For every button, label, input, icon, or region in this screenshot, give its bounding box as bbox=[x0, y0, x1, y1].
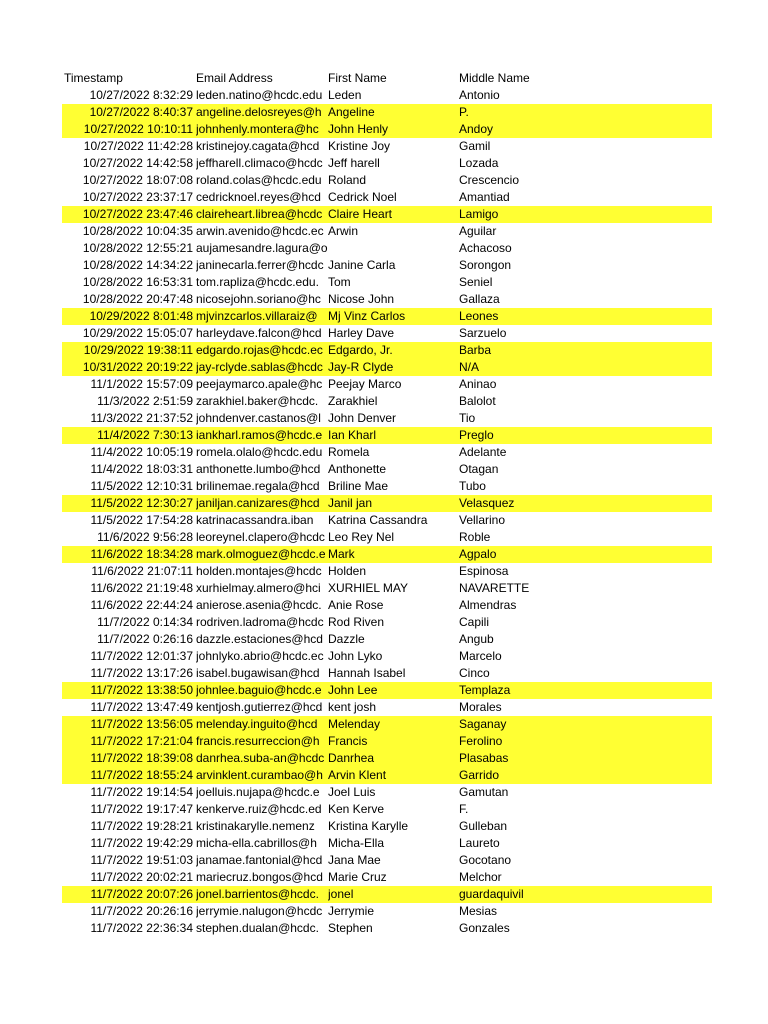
cell-email: leoreynel.clapero@hcdc bbox=[196, 530, 325, 544]
cell-timestamp: 10/27/2022 23:47:46 bbox=[82, 207, 193, 221]
cell-middle-name: Gamutan bbox=[459, 785, 509, 799]
cell-first-name: Nicose John bbox=[328, 292, 395, 306]
cell-first-name: Mj Vinz Carlos bbox=[328, 309, 406, 323]
cell-timestamp: 11/6/2022 21:19:48 bbox=[90, 581, 193, 595]
cell-email: kentjosh.gutierrez@hcd bbox=[196, 700, 323, 714]
table-row bbox=[62, 886, 712, 903]
cell-timestamp: 10/27/2022 23:37:17 bbox=[82, 190, 193, 204]
cell-email: tom.rapliza@hcdc.edu. bbox=[196, 275, 319, 289]
cell-email: kenkerve.ruiz@hcdc.ed bbox=[196, 802, 322, 816]
cell-first-name: Tom bbox=[328, 275, 351, 289]
cell-first-name: John Lyko bbox=[328, 649, 383, 663]
table-row bbox=[62, 801, 712, 818]
cell-middle-name: Tio bbox=[459, 411, 476, 425]
cell-first-name: Ken Kerve bbox=[328, 802, 385, 816]
table-row bbox=[62, 325, 712, 342]
cell-middle-name: Morales bbox=[459, 700, 502, 714]
cell-email: arwin.avenido@hcdc.ec bbox=[196, 224, 324, 238]
cell-timestamp: 11/6/2022 22:44:24 bbox=[90, 598, 193, 612]
cell-first-name: Rod Riven bbox=[328, 615, 385, 629]
cell-timestamp: 11/5/2022 12:10:31 bbox=[90, 479, 193, 493]
cell-middle-name: Gonzales bbox=[459, 921, 510, 935]
cell-first-name: Leo Rey Nel bbox=[328, 530, 395, 544]
cell-middle-name: Cinco bbox=[459, 666, 490, 680]
cell-timestamp: 10/28/2022 16:53:31 bbox=[82, 275, 193, 289]
cell-email: jay-rclyde.sablas@hcdc bbox=[196, 360, 323, 374]
cell-middle-name: P. bbox=[459, 105, 469, 119]
cell-timestamp: 11/7/2022 20:26:16 bbox=[90, 904, 193, 918]
cell-timestamp: 10/29/2022 15:05:07 bbox=[82, 326, 193, 340]
cell-middle-name: NAVARETTE bbox=[459, 581, 530, 595]
cell-first-name: kent josh bbox=[328, 700, 377, 714]
cell-email: anierose.asenia@hcdc. bbox=[196, 598, 322, 612]
cell-first-name: John Henly bbox=[328, 122, 389, 136]
cell-email: joelluis.nujapa@hcdc.e bbox=[196, 785, 320, 799]
cell-timestamp: 11/7/2022 19:42:29 bbox=[90, 836, 193, 850]
cell-middle-name: Aninao bbox=[459, 377, 497, 391]
cell-first-name: Anthonette bbox=[328, 462, 387, 476]
cell-timestamp: 10/29/2022 8:01:48 bbox=[89, 309, 193, 323]
table-row bbox=[62, 546, 712, 563]
cell-timestamp: 10/28/2022 14:34:22 bbox=[82, 258, 193, 272]
spreadsheet bbox=[62, 70, 712, 937]
cell-middle-name: Seniel bbox=[459, 275, 493, 289]
cell-middle-name: Aguilar bbox=[459, 224, 497, 238]
table-row bbox=[62, 512, 712, 529]
cell-first-name: Roland bbox=[328, 173, 367, 187]
cell-timestamp: 10/27/2022 8:40:37 bbox=[89, 105, 193, 119]
cell-email: danrhea.suba-an@hcdc bbox=[196, 751, 325, 765]
cell-middle-name: Crescencio bbox=[459, 173, 520, 187]
cell-email: mjvinzcarlos.villaraiz@ bbox=[196, 309, 318, 323]
cell-email: micha-ella.cabrillos@h bbox=[196, 836, 317, 850]
table-row bbox=[62, 444, 712, 461]
cell-timestamp: 11/7/2022 19:51:03 bbox=[90, 853, 193, 867]
cell-email: mariecruz.bongos@hcd bbox=[196, 870, 323, 884]
cell-email: kristinakarylle.nemenz bbox=[196, 819, 315, 833]
table-row bbox=[62, 614, 712, 631]
cell-timestamp: 11/7/2022 13:47:49 bbox=[90, 700, 193, 714]
cell-timestamp: 10/29/2022 19:38:11 bbox=[83, 343, 193, 357]
table-row bbox=[62, 920, 712, 937]
cell-middle-name: Espinosa bbox=[459, 564, 509, 578]
cell-middle-name: guardaquivil bbox=[459, 887, 524, 901]
cell-timestamp: 11/3/2022 21:37:52 bbox=[90, 411, 193, 425]
table-row bbox=[62, 784, 712, 801]
cell-first-name: John Lee bbox=[328, 683, 378, 697]
cell-timestamp: 10/27/2022 10:10:11 bbox=[83, 122, 193, 136]
cell-email: angeline.delosreyes@h bbox=[196, 105, 322, 119]
cell-first-name: Kristina Karylle bbox=[328, 819, 409, 833]
table-row bbox=[62, 308, 712, 325]
table-row bbox=[62, 240, 712, 257]
cell-middle-name: Antonio bbox=[459, 88, 500, 102]
table-row bbox=[62, 342, 712, 359]
cell-first-name: Claire Heart bbox=[328, 207, 393, 221]
cell-first-name: Romela bbox=[328, 445, 370, 459]
cell-email: dazzle.estaciones@hcd bbox=[196, 632, 323, 646]
table-row bbox=[62, 665, 712, 682]
cell-email: johndenver.castanos@l bbox=[196, 411, 321, 425]
cell-email: johnlee.baguio@hcdc.e bbox=[196, 683, 322, 697]
table-row bbox=[62, 529, 712, 546]
cell-middle-name: Lozada bbox=[459, 156, 499, 170]
cell-middle-name: Amantiad bbox=[459, 190, 510, 204]
cell-email: claireheart.librea@hcdc bbox=[196, 207, 323, 221]
cell-first-name: Dazzle bbox=[328, 632, 365, 646]
table-row bbox=[62, 155, 712, 172]
cell-email: harleydave.falcon@hcd bbox=[196, 326, 322, 340]
cell-first-name: John Denver bbox=[328, 411, 397, 425]
cell-email: arvinklent.curambao@h bbox=[196, 768, 323, 782]
cell-email: melenday.inguito@hcd bbox=[196, 717, 318, 731]
cell-first-name: Mark bbox=[328, 547, 355, 561]
cell-timestamp: 11/6/2022 9:56:28 bbox=[97, 530, 193, 544]
table-row bbox=[62, 172, 712, 189]
cell-timestamp: 11/7/2022 0:14:34 bbox=[97, 615, 193, 629]
cell-middle-name: Angub bbox=[459, 632, 494, 646]
cell-email: brilinemae.regala@hcd bbox=[196, 479, 320, 493]
cell-first-name: Anie Rose bbox=[328, 598, 384, 612]
cell-first-name: jonel bbox=[328, 887, 354, 901]
table-row bbox=[62, 410, 712, 427]
cell-middle-name: Almendras bbox=[459, 598, 517, 612]
cell-middle-name: F. bbox=[459, 802, 469, 816]
cell-timestamp: 11/4/2022 7:30:13 bbox=[97, 428, 193, 442]
cell-middle-name: Velasquez bbox=[459, 496, 515, 510]
cell-middle-name: Achacoso bbox=[459, 241, 512, 255]
table-row bbox=[62, 291, 712, 308]
cell-timestamp: 11/4/2022 18:03:31 bbox=[90, 462, 193, 476]
table-row bbox=[62, 580, 712, 597]
cell-middle-name: Andoy bbox=[459, 122, 494, 136]
table-row bbox=[62, 257, 712, 274]
cell-timestamp: 11/7/2022 22:36:34 bbox=[90, 921, 193, 935]
cell-middle-name: Laureto bbox=[459, 836, 500, 850]
cell-first-name: Zarakhiel bbox=[328, 394, 378, 408]
table-row bbox=[62, 648, 712, 665]
cell-middle-name: Capili bbox=[459, 615, 490, 629]
table-row bbox=[62, 223, 712, 240]
cell-timestamp: 11/7/2022 19:17:47 bbox=[90, 802, 193, 816]
cell-email: isabel.bugawisan@hcd bbox=[196, 666, 320, 680]
cell-email: zarakhiel.baker@hcdc. bbox=[196, 394, 319, 408]
cell-first-name: Micha-Ella bbox=[328, 836, 385, 850]
cell-middle-name: Agpalo bbox=[459, 547, 497, 561]
table-row bbox=[62, 597, 712, 614]
table-row bbox=[62, 495, 712, 512]
header-timestamp: Timestamp bbox=[64, 71, 123, 85]
cell-email: anthonette.lumbo@hcd bbox=[196, 462, 321, 476]
cell-timestamp: 10/27/2022 14:42:58 bbox=[82, 156, 193, 170]
cell-timestamp: 11/7/2022 13:56:05 bbox=[90, 717, 193, 731]
table-row bbox=[62, 767, 712, 784]
cell-timestamp: 11/7/2022 19:14:54 bbox=[90, 785, 193, 799]
table-row bbox=[62, 903, 712, 920]
cell-timestamp: 11/7/2022 18:39:08 bbox=[90, 751, 193, 765]
table-row bbox=[62, 274, 712, 291]
cell-middle-name: Adelante bbox=[459, 445, 507, 459]
cell-first-name: Edgardo, Jr. bbox=[328, 343, 393, 357]
cell-timestamp: 10/28/2022 20:47:48 bbox=[82, 292, 193, 306]
cell-middle-name: Otagan bbox=[459, 462, 499, 476]
table-row bbox=[62, 869, 712, 886]
cell-email: katrinacassandra.iban bbox=[196, 513, 314, 527]
table-row bbox=[62, 87, 712, 104]
cell-timestamp: 11/7/2022 13:38:50 bbox=[90, 683, 193, 697]
cell-first-name: Leden bbox=[328, 88, 362, 102]
cell-first-name: Hannah Isabel bbox=[328, 666, 406, 680]
cell-first-name: Peejay Marco bbox=[328, 377, 402, 391]
cell-timestamp: 11/6/2022 18:34:28 bbox=[90, 547, 193, 561]
cell-timestamp: 11/7/2022 0:26:16 bbox=[97, 632, 193, 646]
cell-first-name: Janil jan bbox=[328, 496, 373, 510]
cell-first-name: XURHIEL MAY bbox=[328, 581, 409, 595]
cell-email: mark.olmoguez@hcdc.e bbox=[196, 547, 326, 561]
cell-middle-name: Vellarino bbox=[459, 513, 506, 527]
header-middle-name: Middle Name bbox=[459, 71, 530, 85]
cell-timestamp: 11/5/2022 12:30:27 bbox=[90, 496, 193, 510]
cell-email: francis.resurreccion@h bbox=[196, 734, 320, 748]
cell-email: rodriven.ladroma@hcdc bbox=[196, 615, 324, 629]
cell-middle-name: Templaza bbox=[459, 683, 511, 697]
table-row bbox=[62, 376, 712, 393]
cell-timestamp: 11/6/2022 21:07:11 bbox=[91, 564, 193, 578]
cell-timestamp: 11/7/2022 20:02:21 bbox=[90, 870, 193, 884]
cell-first-name: Katrina Cassandra bbox=[328, 513, 428, 527]
cell-timestamp: 10/27/2022 11:42:28 bbox=[83, 139, 193, 153]
cell-timestamp: 11/7/2022 17:21:04 bbox=[90, 734, 193, 748]
table-row bbox=[62, 393, 712, 410]
cell-first-name: Harley Dave bbox=[328, 326, 395, 340]
cell-timestamp: 11/7/2022 12:01:37 bbox=[90, 649, 193, 663]
cell-timestamp: 10/27/2022 18:07:08 bbox=[82, 173, 193, 187]
cell-timestamp: 11/7/2022 18:55:24 bbox=[90, 768, 193, 782]
cell-email: johnhenly.montera@hc bbox=[196, 122, 319, 136]
table-row bbox=[62, 359, 712, 376]
cell-middle-name: Tubo bbox=[459, 479, 486, 493]
table-row bbox=[62, 206, 712, 223]
cell-middle-name: Melchor bbox=[459, 870, 502, 884]
header-email: Email Address bbox=[196, 71, 273, 85]
cell-email: xurhielmay.almero@hci bbox=[196, 581, 321, 595]
cell-first-name: Arvin Klent bbox=[328, 768, 387, 782]
cell-email: romela.olalo@hcdc.edu bbox=[196, 445, 323, 459]
cell-email: aujamesandre.lagura@o bbox=[196, 241, 328, 255]
cell-email: leden.natino@hcdc.edu bbox=[196, 88, 323, 102]
cell-first-name: Angeline bbox=[328, 105, 375, 119]
cell-first-name: Ian Kharl bbox=[328, 428, 377, 442]
cell-first-name: Danrhea bbox=[328, 751, 375, 765]
cell-middle-name: Gulleban bbox=[459, 819, 508, 833]
cell-timestamp: 11/5/2022 17:54:28 bbox=[90, 513, 193, 527]
table-row bbox=[62, 427, 712, 444]
cell-email: peejaymarco.apale@hc bbox=[196, 377, 323, 391]
cell-first-name: Holden bbox=[328, 564, 367, 578]
table-row bbox=[62, 563, 712, 580]
cell-timestamp: 11/7/2022 13:17:26 bbox=[90, 666, 193, 680]
table-row bbox=[62, 835, 712, 852]
table-row bbox=[62, 138, 712, 155]
table-row bbox=[62, 852, 712, 869]
cell-first-name: Jeff harell bbox=[328, 156, 380, 170]
cell-timestamp: 11/1/2022 15:57:09 bbox=[90, 377, 193, 391]
cell-middle-name: Ferolino bbox=[459, 734, 503, 748]
cell-middle-name: Garrido bbox=[459, 768, 500, 782]
cell-timestamp: 11/7/2022 20:07:26 bbox=[90, 887, 193, 901]
cell-first-name: Melenday bbox=[328, 717, 381, 731]
cell-first-name: Joel Luis bbox=[328, 785, 376, 799]
cell-first-name: Arwin bbox=[328, 224, 359, 238]
cell-first-name: Briline Mae bbox=[328, 479, 389, 493]
cell-first-name: Cedrick Noel bbox=[328, 190, 397, 204]
cell-email: stephen.dualan@hcdc. bbox=[196, 921, 319, 935]
cell-email: iankharl.ramos@hcdc.e bbox=[196, 428, 323, 442]
header-first-name: First Name bbox=[328, 71, 387, 85]
cell-email: jeffharell.climaco@hcdc bbox=[196, 156, 323, 170]
cell-first-name: Jana Mae bbox=[328, 853, 381, 867]
cell-middle-name: Leones bbox=[459, 309, 499, 323]
table-row bbox=[62, 716, 712, 733]
cell-timestamp: 11/7/2022 19:28:21 bbox=[90, 819, 193, 833]
table-row bbox=[62, 699, 712, 716]
cell-middle-name: Preglo bbox=[459, 428, 494, 442]
cell-email: johnlyko.abrio@hcdc.ec bbox=[196, 649, 324, 663]
cell-middle-name: N/A bbox=[459, 360, 480, 374]
cell-first-name: Stephen bbox=[328, 921, 373, 935]
table-row bbox=[62, 818, 712, 835]
cell-middle-name: Balolot bbox=[459, 394, 496, 408]
table-row bbox=[62, 750, 712, 767]
cell-timestamp: 10/27/2022 8:32:29 bbox=[89, 88, 193, 102]
table-row bbox=[62, 189, 712, 206]
cell-email: janinecarla.ferrer@hcdc bbox=[196, 258, 324, 272]
cell-first-name: Francis bbox=[328, 734, 368, 748]
table-row bbox=[62, 461, 712, 478]
cell-first-name: Jay-R Clyde bbox=[328, 360, 394, 374]
cell-middle-name: Barba bbox=[459, 343, 492, 357]
cell-middle-name: Gocotano bbox=[459, 853, 512, 867]
cell-email: jerrymie.nalugon@hcdc bbox=[196, 904, 323, 918]
cell-middle-name: Saganay bbox=[459, 717, 507, 731]
cell-timestamp: 10/28/2022 10:04:35 bbox=[82, 224, 193, 238]
cell-middle-name: Sarzuelo bbox=[459, 326, 507, 340]
cell-timestamp: 10/28/2022 12:55:21 bbox=[82, 241, 193, 255]
cell-middle-name: Gallaza bbox=[459, 292, 500, 306]
table-row bbox=[62, 121, 712, 138]
table-row bbox=[62, 104, 712, 121]
table-row bbox=[62, 478, 712, 495]
cell-timestamp: 10/31/2022 20:19:22 bbox=[82, 360, 193, 374]
cell-first-name: Marie Cruz bbox=[328, 870, 387, 884]
table-body bbox=[62, 87, 712, 937]
cell-middle-name: Plasabas bbox=[459, 751, 509, 765]
cell-email: roland.colas@hcdc.edu bbox=[196, 173, 322, 187]
cell-email: janamae.fantonial@hcd bbox=[196, 853, 323, 867]
cell-middle-name: Sorongon bbox=[459, 258, 512, 272]
cell-middle-name: Roble bbox=[459, 530, 491, 544]
cell-middle-name: Gamil bbox=[459, 139, 491, 153]
cell-timestamp: 11/3/2022 2:51:59 bbox=[97, 394, 193, 408]
cell-email: holden.montajes@hcdc bbox=[196, 564, 322, 578]
cell-email: janiljan.canizares@hcd bbox=[196, 496, 320, 510]
table-row bbox=[62, 733, 712, 750]
cell-email: jonel.barrientos@hcdc. bbox=[196, 887, 319, 901]
cell-email: nicosejohn.soriano@hc bbox=[196, 292, 321, 306]
cell-first-name: Janine Carla bbox=[328, 258, 396, 272]
cell-middle-name: Lamigo bbox=[459, 207, 499, 221]
cell-timestamp: 11/4/2022 10:05:19 bbox=[90, 445, 193, 459]
cell-first-name: Kristine Joy bbox=[328, 139, 391, 153]
cell-middle-name: Mesias bbox=[459, 904, 498, 918]
cell-first-name: Jerrymie bbox=[328, 904, 375, 918]
cell-email: kristinejoy.cagata@hcd bbox=[196, 139, 320, 153]
table-row bbox=[62, 682, 712, 699]
cell-email: cedricknoel.reyes@hcd bbox=[196, 190, 321, 204]
table-row bbox=[62, 631, 712, 648]
cell-middle-name: Marcelo bbox=[459, 649, 502, 663]
cell-email: edgardo.rojas@hcdc.ec bbox=[196, 343, 323, 357]
header-row bbox=[62, 70, 712, 87]
